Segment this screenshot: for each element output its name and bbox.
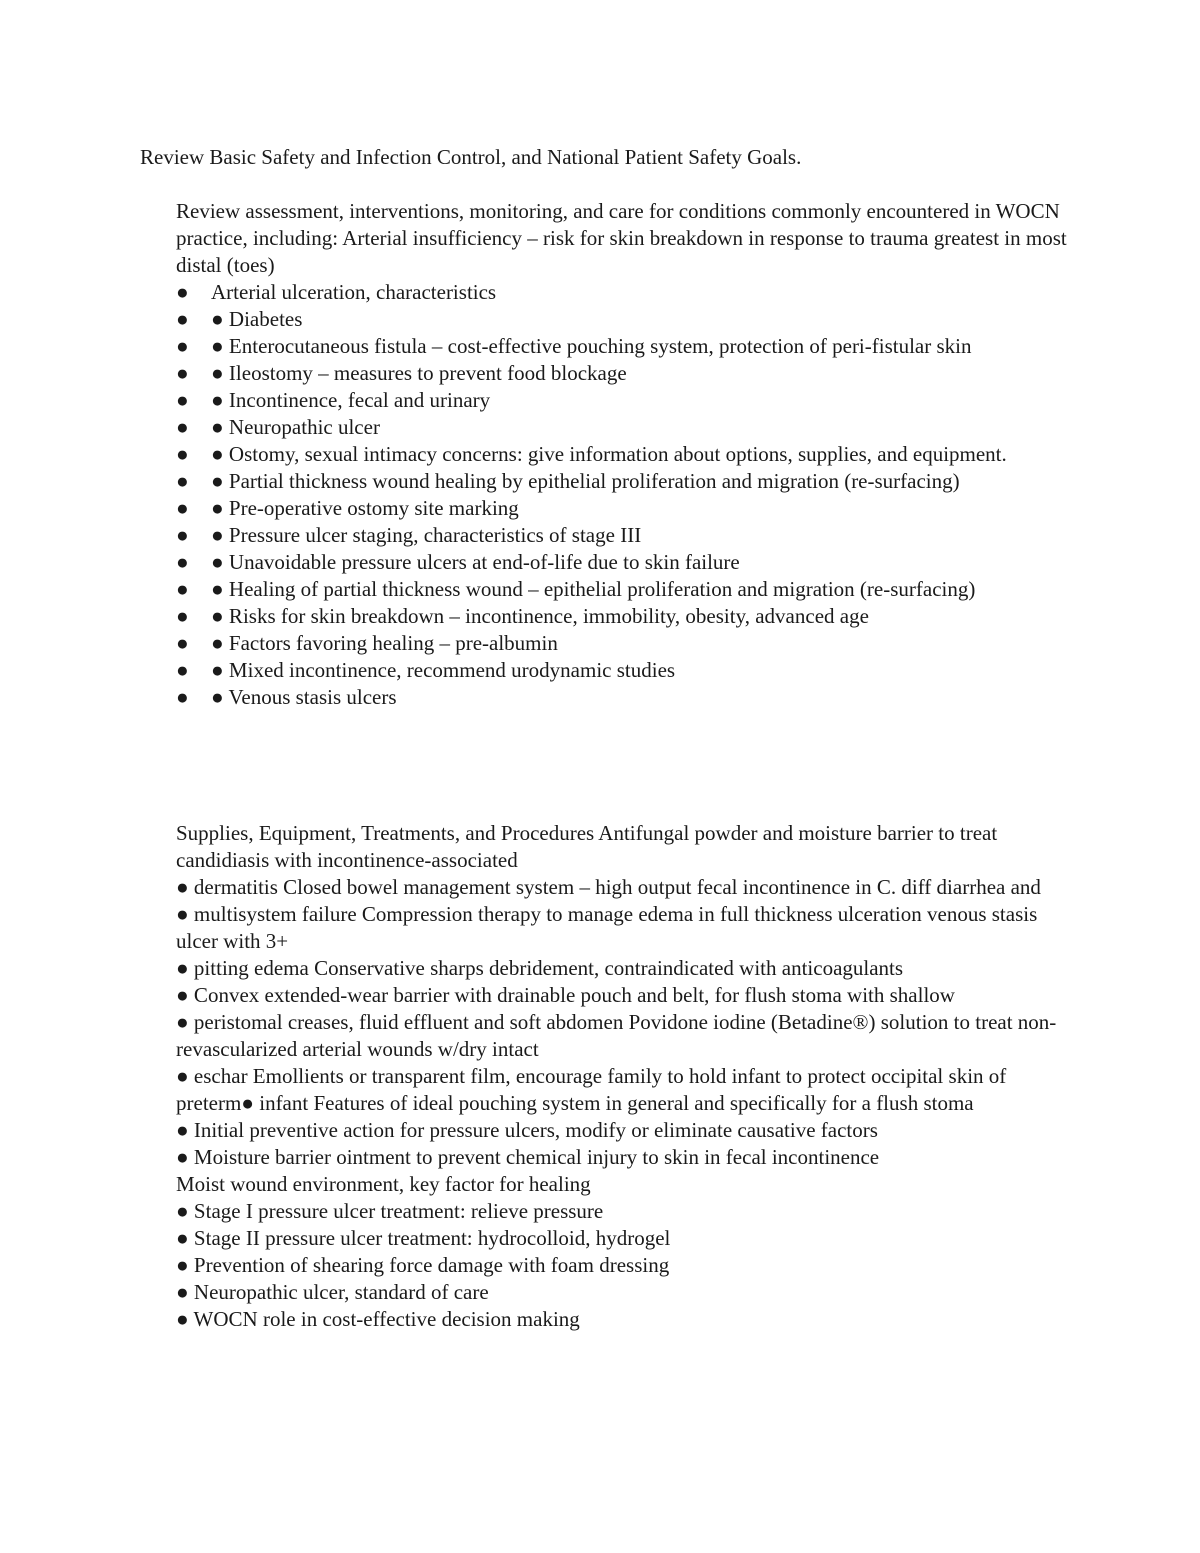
bullet-icon: ● <box>176 280 189 304</box>
supplies-list <box>176 820 1076 1333</box>
list-item: ● ● Risks for skin breakdown – incontinence, immobility, obesity, advanced age <box>176 604 869 628</box>
list-item: ● Moisture barrier ointment to prevent chemical injury to skin in fecal incontinence <box>176 1145 880 1169</box>
list-item: ● ● Diabetes <box>176 307 303 331</box>
list-item: ● ● Enterocutaneous fistula – cost-effective pouching system, protection of peri-fistular skin <box>176 334 972 358</box>
bullet-icon: ● <box>176 361 189 385</box>
list-item: ● ● Ileostomy – measures to prevent food blockage <box>176 361 627 385</box>
list-item: ● Convex extended-wear barrier with drainable pouch and belt, for flush stoma with shallow <box>176 983 955 1007</box>
bullet-icon: ● <box>176 388 189 412</box>
list-item: ● WOCN role in cost-effective decision making <box>176 1307 580 1331</box>
bullet-icon: ● <box>176 685 189 709</box>
list-item: ● multisystem failure Compression therapy to manage edema in full thickness ulceration venous stasis ulcer with 3+ <box>176 902 1038 953</box>
list-item: ● Initial preventive action for pressure ulcers, modify or eliminate causative factors <box>176 1118 878 1142</box>
list-item: ● Neuropathic ulcer, standard of care <box>176 1280 489 1304</box>
list-item: ● ● Pressure ulcer staging, characteristics of stage III <box>176 523 642 547</box>
bullet-icon: ● <box>176 334 189 358</box>
list-item: ● peristomal creases, fluid effluent and soft abdomen Povidone iodine (Betadine®) solution to treat non-revascularized arterial wounds w/dry intact <box>176 1010 1057 1061</box>
list-item: ● ● Venous stasis ulcers <box>176 685 397 709</box>
bullet-icon: ● <box>176 523 189 547</box>
bullet-icon: ● <box>176 577 189 601</box>
bullet-icon: ● <box>176 415 189 439</box>
list-item: ● ● Partial thickness wound healing by epithelial proliferation and migration (re-surfacing) <box>176 469 960 493</box>
list-item: ● Arterial ulceration, characteristics <box>176 280 497 304</box>
bullet-icon: ● <box>176 550 189 574</box>
list-item: ● ● Incontinence, fecal and urinary <box>176 388 491 412</box>
list-item: ● Stage II pressure ulcer treatment: hydrocolloid, hydrogel <box>176 1226 671 1250</box>
bullet-icon: ● <box>176 631 189 655</box>
list-item: Moist wound environment, key factor for healing <box>176 1172 591 1196</box>
list-item: ● eschar Emollients or transparent film, encourage family to hold infant to protect occipital skin of preterm● infant Features of ideal pouching system in general and specifically for a flush stoma <box>176 1064 1007 1115</box>
bullet-icon: ● <box>176 307 189 331</box>
list-item: ● Prevention of shearing force damage with foam dressing <box>176 1253 670 1277</box>
conditions-intro: Review assessment, interventions, monitoring, and care for conditions commonly encountered in WOCN practice, including: Arterial insufficiency – risk for skin breakdown in response to trauma greatest in most distal (toes) <box>176 199 1067 277</box>
supplies-section <box>176 820 1076 1333</box>
conditions-list <box>176 279 1076 711</box>
list-item: ● ● Neuropathic ulcer <box>176 415 380 439</box>
bullet-icon: ● <box>176 469 189 493</box>
list-item: ● ● Factors favoring healing – pre-albumin <box>176 631 558 655</box>
list-item: ● ● Unavoidable pressure ulcers at end-of-life due to skin failure <box>176 550 740 574</box>
list-item: ● pitting edema Conservative sharps debridement, contraindicated with anticoagulants <box>176 956 904 980</box>
list-item: Supplies, Equipment, Treatments, and Procedures Antifungal powder and moisture barrier to treat candidiasis with incontinence-associated <box>176 821 998 872</box>
page-title: Review Basic Safety and Infection Control, and National Patient Safety Goals. <box>140 145 802 169</box>
bullet-icon: ● <box>176 442 189 466</box>
list-item: ● Stage I pressure ulcer treatment: relieve pressure <box>176 1199 604 1223</box>
conditions-section <box>176 198 1076 711</box>
list-item: ● ● Ostomy, sexual intimacy concerns: give information about options, supplies, and equipment. <box>176 442 1007 466</box>
bullet-icon: ● <box>176 604 189 628</box>
list-item: ● dermatitis Closed bowel management system – high output fecal incontinence in C. diff diarrhea and <box>176 875 1041 899</box>
list-item: ● ● Mixed incontinence, recommend urodynamic studies <box>176 658 676 682</box>
list-item: ● ● Pre-operative ostomy site marking <box>176 496 519 520</box>
list-item: ● ● Healing of partial thickness wound – epithelial proliferation and migration (re-surfacing) <box>176 577 976 601</box>
bullet-icon: ● <box>176 658 189 682</box>
bullet-icon: ● <box>176 496 189 520</box>
